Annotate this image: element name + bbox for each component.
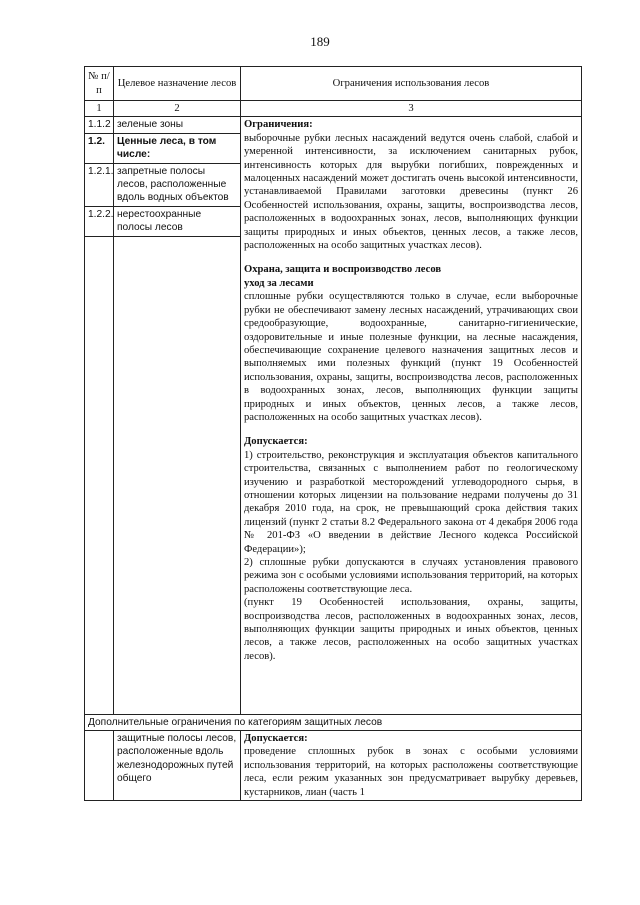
empty-cell	[114, 236, 241, 714]
row-number: 1.2.	[85, 133, 114, 163]
col-number-1: 1	[85, 101, 114, 117]
empty-cell	[85, 731, 114, 801]
additional-heading: Допускается:	[244, 733, 308, 745]
additional-purpose: защитные полосы лесов, расположенные вдоль железнодорожных путей общего	[114, 731, 241, 801]
additional-restrictions-cell	[241, 731, 582, 801]
row-purpose: зеленые зоны	[114, 117, 241, 133]
allowed-item-1: 1) строительство, реконструкция и эксплуатация объектов капитального строительства, связанных с выполнением работ по геологическому изучению и разработкой месторождений углеводородного сырья, в отношении которых лицензии на пользование недрами получены до 31 декабря 2010 года, на срок, не превышающий срока действия таких лицензий (пункт 2 статьи 8.2 Федерального закона от 4 декабря 2006 года № 201-ФЗ «О введении в действие Лесного кодекса Российской Федерации»);	[244, 449, 578, 555]
additional-title: Дополнительные ограничения по категориям защитных лесов	[85, 714, 582, 730]
header-number: № п/п	[85, 67, 114, 101]
row-purpose: запретные полосы лесов, расположенные вдоль водных объектов	[114, 163, 241, 206]
restrictions-table	[84, 66, 582, 801]
care-text: сплошные рубки осуществляются только в случае, если выборочные рубки не обеспечивают замену лесных насаждений, утрачивающих свои средообразующие, водоохранные, санитарно-гигиенические, оздоровительные и иные полезные функции, на лесные насаждения, обеспечивающие сохранение целевого назначения защитных лесов и выполняемых ими полезных функций (пункт 19 Особенностей использования, охраны, защиты, воспроизводства лесов, расположенных в водоохранных зонах, лесов, выполняющих функции защиты природных и иных объектов, ценных лесов, а также лесов, расположенных на особо защитных участках лесов).	[244, 291, 578, 423]
row-number: 1.2.1.	[85, 163, 114, 206]
protection-heading: Охрана, защита и воспроизводство лесов	[244, 264, 442, 276]
care-heading: уход за лесами	[244, 277, 314, 289]
restrictions-cell	[241, 117, 582, 714]
header-purpose: Целевое назначение лесов	[114, 67, 241, 101]
page-number: 189	[310, 34, 330, 49]
col-number-3: 3	[241, 101, 582, 117]
empty-cell	[85, 236, 114, 714]
row-number: 1.2.2.	[85, 206, 114, 236]
header-restrictions: Ограничения использования лесов	[241, 67, 582, 101]
col-number-2: 2	[114, 101, 241, 117]
allowed-item-2: 2) сплошные рубки допускаются в случаях установления правового режима зон с особыми условиями использования территорий, на которых расположены соответствующие леса.	[244, 557, 578, 595]
row-number: 1.1.2	[85, 117, 114, 133]
restrictions-text: выборочные рубки лесных насаждений ведутся очень слабой, слабой и умеренной интенсивности, за исключением санитарных рубок, интенсивность которых для вырубки погибших, поврежденных и малоценных насаждений может достигать очень высокой интенсивности, устанавливаемой Правилами заготовки древесины (пункт 26 Особенностей использования, охраны, защиты, воспроизводства лесов, расположенных в водоохранных зонах, лесов, выполняющих функции защиты природных и иных объектов, ценных лесов, а также лесов, расположенных на особо защитных участках лесов).	[244, 132, 578, 252]
row-purpose: нерестоохранные полосы лесов	[114, 206, 241, 236]
allowed-heading: Допускается:	[244, 436, 308, 448]
restrictions-heading: Ограничения:	[244, 119, 313, 131]
additional-text: проведение сплошных рубок в зонах с особыми условиями использования территорий, на которых расположены соответствующие леса, если режим указанных зон предусматривает вырубку деревьев, кустарников, лиан (часть 1	[244, 746, 578, 798]
allowed-reference: (пункт 19 Особенностей использования, охраны, защиты, воспроизводства лесов, расположенных в водоохранных зонах, лесов, выполняющих функции защиты природных и иных объектов, ценных лесов, а также лесов, расположенных на особо защитных участках лесов).	[244, 597, 578, 662]
row-purpose: Ценные леса, в том числе:	[114, 133, 241, 163]
